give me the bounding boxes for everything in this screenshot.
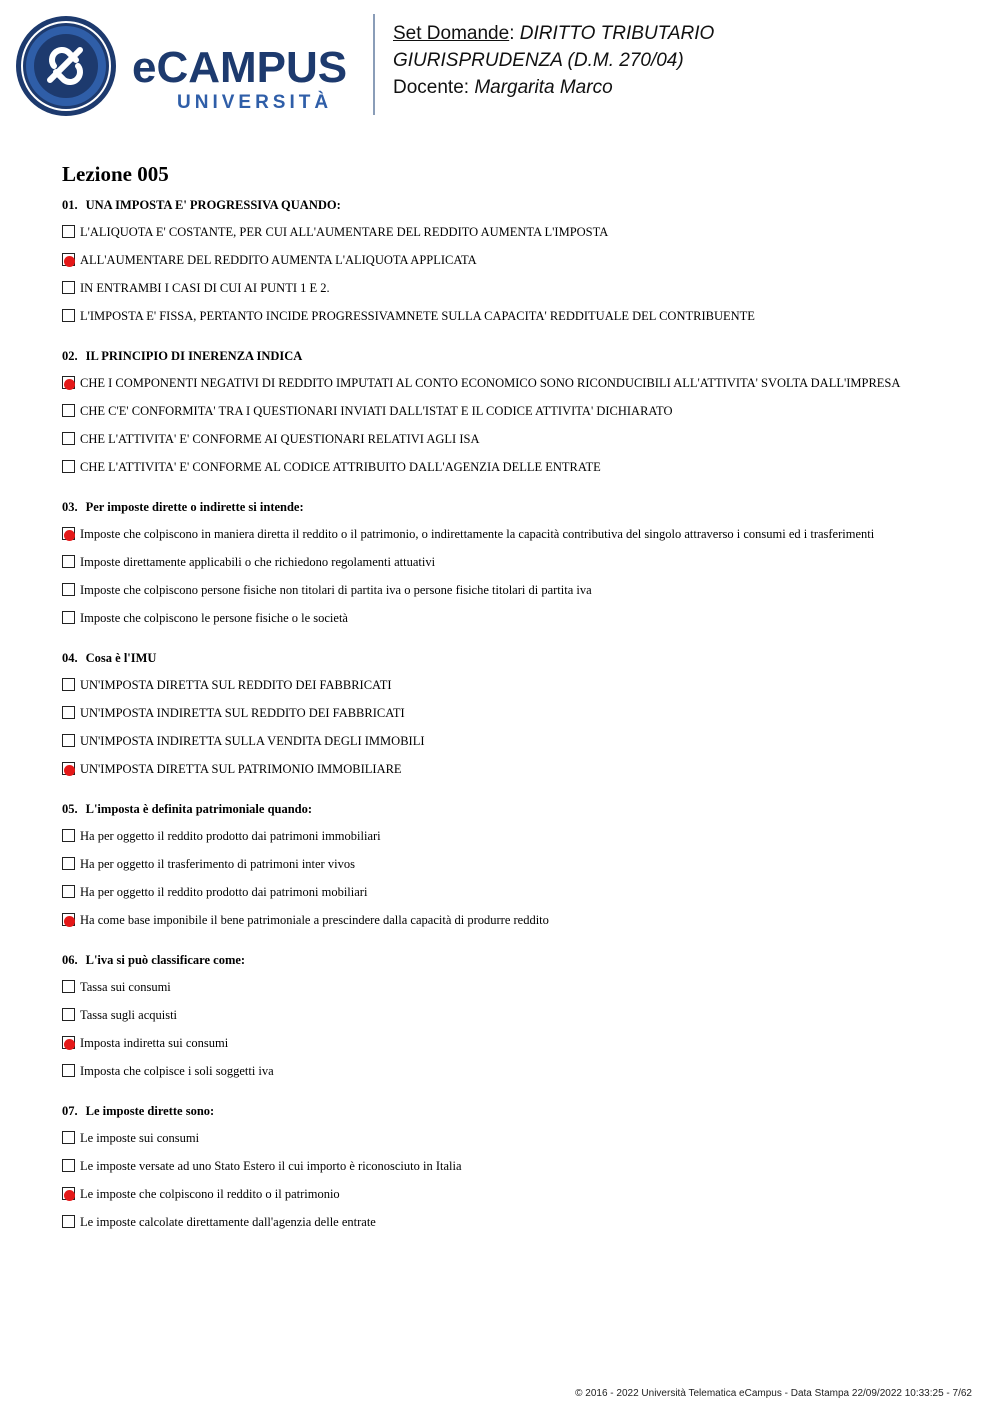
teacher-label: Docente: xyxy=(393,77,475,98)
answer-option[interactable] xyxy=(62,218,982,246)
answer-text: UN'IMPOSTA INDIRETTA SUL REDDITO DEI FABBRICATI xyxy=(80,706,405,720)
answer-text: L'IMPOSTA E' FISSA, PERTANTO INCIDE PROGRESSIVAMNETE SULLA CAPACITA' REDDITUALE DEL CONTRIBUENTE xyxy=(80,309,755,323)
question-block xyxy=(62,343,982,481)
answer-text: Imposta indiretta sui consumi xyxy=(80,1036,229,1050)
answer-option[interactable] xyxy=(62,973,982,1001)
question-block xyxy=(62,645,982,783)
course-name: DIRITTO TRIBUTARIO xyxy=(519,23,715,44)
selected-dot-icon xyxy=(64,916,75,927)
answer-option[interactable] xyxy=(62,850,982,878)
lesson-title: Lezione 005 xyxy=(62,162,169,186)
answer-text: UN'IMPOSTA DIRETTA SUL REDDITO DEI FABBRICATI xyxy=(80,678,392,692)
answer-text: ALL'AUMENTARE DEL REDDITO AUMENTA L'ALIQUOTA APPLICATA xyxy=(80,253,477,267)
answer-option[interactable] xyxy=(62,1208,982,1236)
teacher-name: Margarita Marco xyxy=(474,77,613,98)
answer-option[interactable] xyxy=(62,425,982,453)
checkbox[interactable] xyxy=(62,857,75,870)
question-heading xyxy=(62,343,982,369)
answer-option[interactable] xyxy=(62,548,982,576)
logo-brand: eCAMPUS xyxy=(132,43,348,92)
question-number: 06. xyxy=(62,953,78,967)
answer-text: Le imposte versate ad uno Stato Estero il cui importo è riconosciuto in Italia xyxy=(80,1159,462,1173)
answer-text: Ha per oggetto il reddito prodotto dai patrimoni mobiliari xyxy=(80,885,368,899)
selected-dot-icon xyxy=(64,765,75,776)
question-block xyxy=(62,494,982,632)
page-footer: © 2016 - 2022 Università Telematica eCampus - Data Stampa 22/09/2022 10:33:25 - 7/62 xyxy=(575,1388,972,1399)
question-text: Cosa è l'IMU xyxy=(85,651,157,665)
checkbox-selected[interactable] xyxy=(62,1187,75,1200)
question-text: Le imposte dirette sono: xyxy=(85,1104,215,1118)
question-block xyxy=(62,192,982,330)
checkbox[interactable] xyxy=(62,829,75,842)
checkbox[interactable] xyxy=(62,734,75,747)
question-text: L'iva si può classificare come: xyxy=(85,953,246,967)
answer-text: Le imposte sui consumi xyxy=(80,1131,200,1145)
answer-option[interactable] xyxy=(62,1057,982,1085)
answer-text: Le imposte calcolate direttamente dall'agenzia delle entrate xyxy=(80,1215,376,1229)
question-text: IL PRINCIPIO DI INERENZA INDICA xyxy=(85,349,303,363)
answer-text: CHE L'ATTIVITA' E' CONFORME AL CODICE ATTRIBUITO DALL'AGENZIA DELLE ENTRATE xyxy=(80,460,601,474)
answer-text: UN'IMPOSTA INDIRETTA SULLA VENDITA DEGLI IMMOBILI xyxy=(80,734,425,748)
answer-text: Imposte che colpiscono in maniera diretta il reddito o il patrimonio, o indirettamente la capacità contributiva del singolo attraverso i consumi ed i trasferimenti xyxy=(80,527,875,541)
answer-option[interactable] xyxy=(62,369,982,397)
answer-option[interactable] xyxy=(62,699,982,727)
checkbox[interactable] xyxy=(62,1064,75,1077)
teacher-line xyxy=(393,74,983,101)
checkbox[interactable] xyxy=(62,1159,75,1172)
answer-text: Tassa sugli acquisti xyxy=(80,1008,178,1022)
question-heading xyxy=(62,947,982,973)
checkbox[interactable] xyxy=(62,611,75,624)
question-heading xyxy=(62,192,982,218)
checkbox[interactable] xyxy=(62,1008,75,1021)
question-block xyxy=(62,1098,982,1236)
answer-option[interactable] xyxy=(62,1180,982,1208)
question-number: 01. xyxy=(62,198,78,212)
checkbox[interactable] xyxy=(62,309,75,322)
answer-option[interactable] xyxy=(62,274,982,302)
answer-option[interactable] xyxy=(62,755,982,783)
selected-dot-icon xyxy=(64,1039,75,1050)
answer-option[interactable] xyxy=(62,302,982,330)
answer-option[interactable] xyxy=(62,906,982,934)
question-number: 05. xyxy=(62,802,78,816)
answer-option[interactable] xyxy=(62,671,982,699)
answer-option[interactable] xyxy=(62,576,982,604)
set-label: Set Domande xyxy=(393,23,510,44)
question-number: 02. xyxy=(62,349,78,363)
checkbox[interactable] xyxy=(62,678,75,691)
course-line-1 xyxy=(393,20,983,47)
answer-text: Ha per oggetto il reddito prodotto dai patrimoni immobiliari xyxy=(80,829,381,843)
answer-text: CHE C'E' CONFORMITA' TRA I QUESTIONARI INVIATI DALL'ISTAT E IL CODICE ATTIVITA' DICHIARATO xyxy=(80,404,673,418)
checkbox[interactable] xyxy=(62,432,75,445)
question-heading xyxy=(62,796,982,822)
answer-option[interactable] xyxy=(62,246,982,274)
checkbox[interactable] xyxy=(62,1131,75,1144)
answer-text: Imposte che colpiscono persone fisiche non titolari di partita iva o persone fisiche titolari di partita iva xyxy=(80,583,592,597)
answer-text: Imposte direttamente applicabili o che richiedono regolamenti attuativi xyxy=(80,555,436,569)
checkbox[interactable] xyxy=(62,555,75,568)
checkbox[interactable] xyxy=(62,225,75,238)
checkbox[interactable] xyxy=(62,706,75,719)
answer-text: IN ENTRAMBI I CASI DI CUI AI PUNTI 1 E 2. xyxy=(80,281,330,295)
checkbox[interactable] xyxy=(62,1215,75,1228)
answer-option[interactable] xyxy=(62,822,982,850)
question-text: Per imposte dirette o indirette si intende: xyxy=(85,500,304,514)
answer-text: Imposte che colpiscono le persone fisiche o le società xyxy=(80,611,348,625)
answer-text: Imposta che colpisce i soli soggetti iva xyxy=(80,1064,274,1078)
checkbox[interactable] xyxy=(62,460,75,473)
checkbox-selected[interactable] xyxy=(62,527,75,540)
question-text: UNA IMPOSTA E' PROGRESSIVA QUANDO: xyxy=(85,198,341,212)
answer-option[interactable] xyxy=(62,727,982,755)
answer-text: L'ALIQUOTA E' COSTANTE, PER CUI ALL'AUMENTARE DEL REDDITO AUMENTA L'IMPOSTA xyxy=(80,225,609,239)
answer-option[interactable] xyxy=(62,604,982,632)
checkbox-selected[interactable] xyxy=(62,253,75,266)
selected-dot-icon xyxy=(64,530,75,541)
selected-dot-icon xyxy=(64,379,75,390)
answer-option[interactable] xyxy=(62,1152,982,1180)
answer-option[interactable] xyxy=(62,1029,982,1057)
checkbox-selected[interactable] xyxy=(62,762,75,775)
checkbox[interactable] xyxy=(62,583,75,596)
question-text: L'imposta è definita patrimoniale quando: xyxy=(85,802,313,816)
answer-text: CHE I COMPONENTI NEGATIVI DI REDDITO IMPUTATI AL CONTO ECONOMICO SONO RICONDUCIBILI ALL'ATTIVITA' SVOLTA DALL'IMPRESA xyxy=(80,376,901,390)
answer-text: Ha come base imponibile il bene patrimoniale a prescindere dalla capacità di produrre reddito xyxy=(80,913,549,927)
question-heading xyxy=(62,494,982,520)
question-heading xyxy=(62,645,982,671)
answer-option[interactable] xyxy=(62,1001,982,1029)
answer-option[interactable] xyxy=(62,397,982,425)
answer-option[interactable] xyxy=(62,453,982,481)
checkbox-selected[interactable] xyxy=(62,376,75,389)
checkbox[interactable] xyxy=(62,980,75,993)
question-block xyxy=(62,947,982,1085)
question-block xyxy=(62,796,982,934)
answer-text: Ha per oggetto il trasferimento di patrimoni inter vivos xyxy=(80,857,355,871)
checkbox-selected[interactable] xyxy=(62,1036,75,1049)
page-header xyxy=(0,0,1000,130)
question-number: 07. xyxy=(62,1104,78,1118)
logo-subtitle: UNIVERSITÀ xyxy=(177,92,333,113)
question-number: 03. xyxy=(62,500,78,514)
question-heading xyxy=(62,1098,982,1124)
answer-text: Tassa sui consumi xyxy=(80,980,171,994)
header-divider xyxy=(373,14,375,115)
question-number: 04. xyxy=(62,651,78,665)
course-degree: GIURISPRUDENZA (D.M. 270/04) xyxy=(393,50,684,71)
set-colon: : xyxy=(509,23,520,44)
question-list xyxy=(62,192,982,1249)
answer-option[interactable] xyxy=(62,520,982,548)
answer-text: Le imposte che colpiscono il reddito o il patrimonio xyxy=(80,1187,340,1201)
checkbox[interactable] xyxy=(62,885,75,898)
course-info xyxy=(393,20,983,101)
answer-option[interactable] xyxy=(62,878,982,906)
selected-dot-icon xyxy=(64,1190,75,1201)
checkbox[interactable] xyxy=(62,281,75,294)
checkbox[interactable] xyxy=(62,404,75,417)
checkbox-selected[interactable] xyxy=(62,913,75,926)
answer-option[interactable] xyxy=(62,1124,982,1152)
answer-text: CHE L'ATTIVITA' E' CONFORME AI QUESTIONARI RELATIVI AGLI ISA xyxy=(80,432,480,446)
ecampus-logo xyxy=(14,14,364,118)
answer-text: UN'IMPOSTA DIRETTA SUL PATRIMONIO IMMOBILIARE xyxy=(80,762,402,776)
selected-dot-icon xyxy=(64,256,75,267)
